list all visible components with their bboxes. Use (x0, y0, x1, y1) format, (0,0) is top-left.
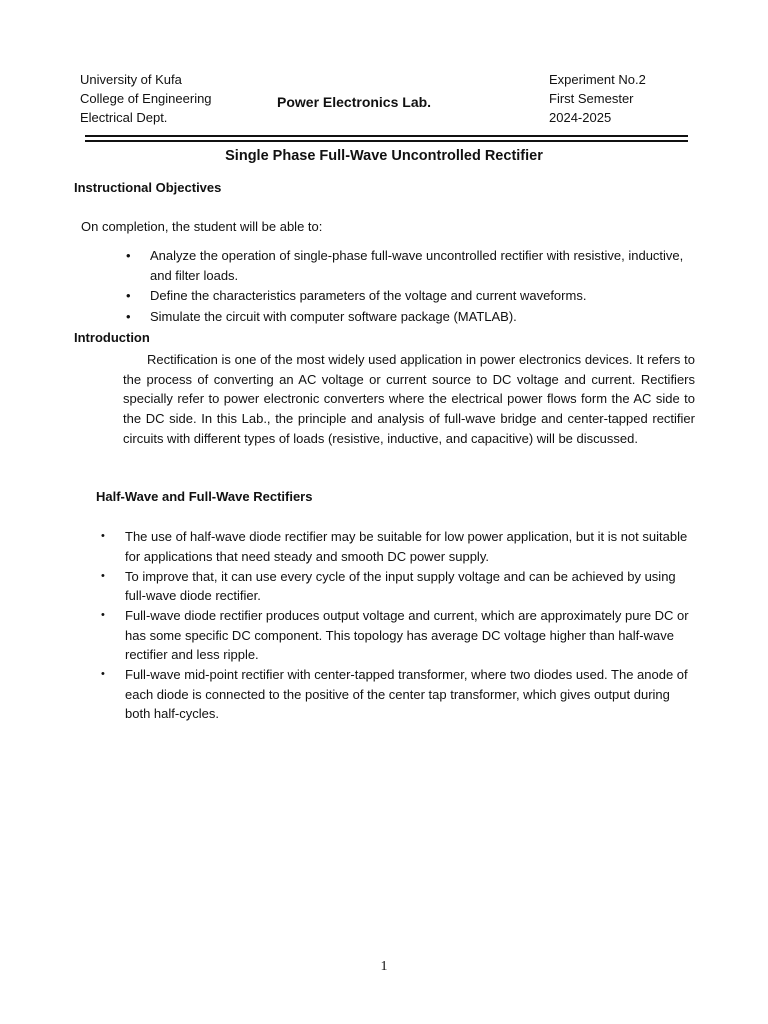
header-divider-bottom (85, 140, 688, 142)
rectifiers-list (101, 527, 695, 724)
list-item (101, 606, 695, 665)
rectifiers-heading: Half-Wave and Full-Wave Rectifiers (96, 489, 313, 504)
bullet-icon: • (101, 668, 105, 680)
objectives-lead: On completion, the student will be able to: (81, 219, 323, 234)
bullet-icon: • (101, 530, 105, 542)
bullet-icon: • (126, 248, 131, 263)
rectifier-point-text: To improve that, it can use every cycle of the input supply voltage and can be achieved by using full-wave diode rectifier. (125, 568, 676, 603)
list-item (101, 665, 695, 724)
header-college: College of Engineering (80, 91, 212, 106)
page-number: 1 (380, 959, 388, 974)
objective-text: Simulate the circuit with computer software package (MATLAB). (150, 308, 517, 324)
introduction-heading: Introduction (74, 330, 150, 345)
header-experiment-info (549, 70, 646, 127)
bullet-icon: • (126, 288, 131, 303)
rectifier-point-text: The use of half-wave diode rectifier may be suitable for low power application, but it is not suitable for applications that need steady and smooth DC power supply. (125, 529, 688, 564)
objective-text: Analyze the operation of single-phase full-wave uncontrolled rectifier with resistive, inductive, and filter loads. (150, 248, 684, 283)
header-institution (80, 70, 212, 127)
header-experiment-number: Experiment No.2 (549, 72, 646, 87)
header-department: Electrical Dept. (80, 110, 168, 125)
bullet-icon: • (101, 569, 105, 582)
introduction-paragraph: Rectification is one of the most widely used application in power electronics devices. It refers to the process of converting an AC voltage or current source to DC voltage and current. Rectifiers specially refer to power electronic converters where the electrical power flows form the AC side to the DC side. In this Lab., the principle and analysis of full-wave bridge and center-tapped rectifier circuits with different types of loads (resistive, inductive, and capacitive) will be discussed. (123, 352, 695, 446)
header-divider-top (85, 135, 688, 137)
list-item (126, 286, 686, 306)
objective-text: Define the characteristics parameters of the voltage and current waveforms. (150, 288, 587, 303)
rectifier-point-text: Full-wave mid-point rectifier with center-tapped transformer, where two diodes used. The anode of each diode is connected to the positive of the center tap transformer, which gives output during both half-cycles. (125, 667, 688, 721)
list-item (126, 307, 686, 327)
header-semester: First Semester (549, 91, 634, 106)
document-title: Single Phase Full-Wave Uncontrolled Rectifier (225, 148, 543, 164)
list-item (101, 527, 695, 566)
list-item (101, 567, 695, 606)
header-year: 2024-2025 (549, 110, 612, 125)
header-university: University of Kufa (80, 72, 182, 87)
header-lab-name: Power Electronics Lab. (277, 94, 432, 110)
list-item (126, 246, 686, 285)
rectifier-point-text: Full-wave diode rectifier produces output voltage and current, which are approximately pure DC or has some specific DC component. This topology has average DC voltage higher than half-wave rectifier and less ripple. (125, 608, 689, 662)
bullet-icon: • (126, 308, 131, 324)
objectives-list (126, 246, 686, 327)
bullet-icon: • (101, 609, 105, 621)
objectives-heading: Instructional Objectives (74, 180, 222, 195)
